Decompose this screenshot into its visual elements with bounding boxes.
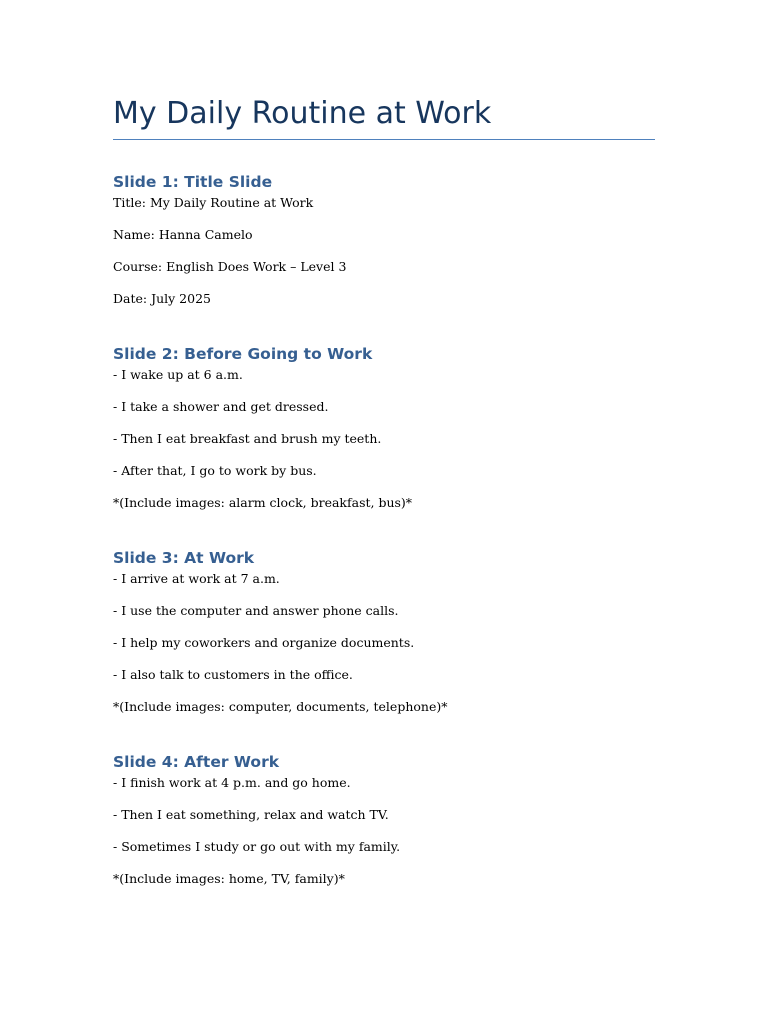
list-item: - Then I eat something, relax and watch TV.	[113, 807, 389, 822]
list-item: - Sometimes I study or go out with my family.	[113, 839, 401, 854]
slide-1-date-line: Date: July 2025	[113, 291, 211, 306]
section-slide-1	[113, 171, 655, 322]
title-underline	[113, 139, 655, 140]
section-heading: Slide 2: Before Going to Work	[113, 345, 373, 363]
list-item: - I take a shower and get dressed.	[113, 399, 329, 414]
image-note: *(Include images: computer, documents, telephone)*	[113, 699, 448, 714]
section-heading: Slide 3: At Work	[113, 549, 255, 567]
list-item: - I use the computer and answer phone calls.	[113, 603, 399, 618]
section-slide-2	[113, 343, 655, 526]
image-note: *(Include images: alarm clock, breakfast, bus)*	[113, 495, 413, 510]
list-item: - I finish work at 4 p.m. and go home.	[113, 775, 351, 790]
image-note: *(Include images: home, TV, family)*	[113, 871, 345, 886]
slide-1-name-line: Name: Hanna Camelo	[113, 227, 253, 242]
list-item: - Then I eat breakfast and brush my teeth.	[113, 431, 382, 446]
list-item: - I help my coworkers and organize documents.	[113, 635, 415, 650]
section-heading: Slide 4: After Work	[113, 753, 280, 771]
list-item: - After that, I go to work by bus.	[113, 463, 317, 478]
slide-1-title-line: Title: My Daily Routine at Work	[113, 195, 314, 210]
list-item: - I wake up at 6 a.m.	[113, 367, 243, 382]
section-slide-3	[113, 547, 655, 730]
section-heading: Slide 1: Title Slide	[113, 173, 273, 191]
document-title: My Daily Routine at Work	[113, 96, 492, 131]
list-item: - I also talk to customers in the office.	[113, 667, 353, 682]
slide-1-course-line: Course: English Does Work – Level 3	[113, 259, 347, 274]
list-item: - I arrive at work at 7 a.m.	[113, 571, 280, 586]
section-slide-4	[113, 751, 655, 902]
